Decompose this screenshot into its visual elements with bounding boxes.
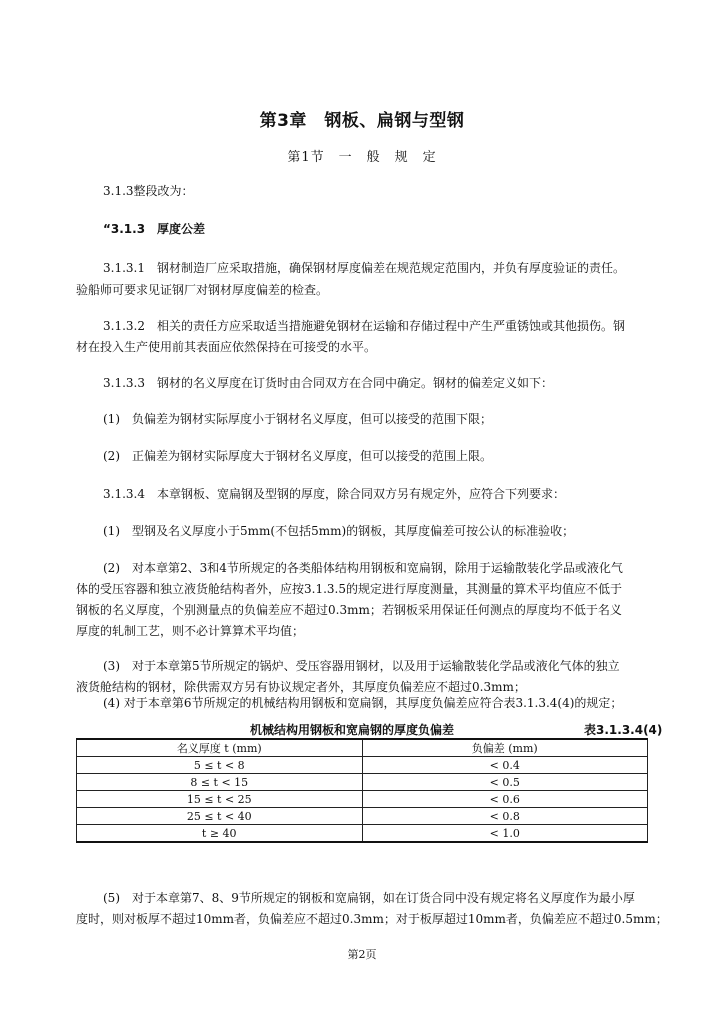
table-header-negative-deviation: 负偏差 (mm) bbox=[362, 739, 648, 757]
page-number: 第2页 bbox=[347, 948, 377, 961]
table-row bbox=[77, 825, 648, 843]
requirement-2-line2: 体的受压容器和独立液货舱结构者外，应按3.1.3.5的规定进行厚度测量，其测量的算术平均值应不低于 bbox=[76, 582, 622, 596]
requirement-2-line4: 厚度的轧制工艺，则不必计算算术平均值； bbox=[76, 624, 305, 638]
table-cell-deviation: < 0.4 bbox=[362, 757, 648, 774]
paragraph-3132-line1: 3.1.3.2 相关的责任方应采取适当措施避免钢材在运输和存储过程中产生严重锈蚀或其他损伤。钢 bbox=[103, 319, 625, 333]
table-row bbox=[77, 757, 648, 774]
paragraph-3132-line2: 材在投入生产使用前其表面应依然保持在可接受的水平。 bbox=[76, 340, 377, 354]
paragraph-3131-line2: 验船师可要求见证钢厂对钢材厚度偏差的检查。 bbox=[76, 283, 329, 297]
positive-deviation-item: (2) 正偏差为钢材实际厚度大于钢材名义厚度，但可以接受的范围上限。 bbox=[103, 449, 493, 463]
table-cell-thickness: 5 ≤ t < 8 bbox=[77, 757, 363, 774]
intro-text: 3.1.3整段改为： bbox=[103, 184, 194, 198]
table-cell-thickness: t ≥ 40 bbox=[77, 825, 363, 843]
table-cell-deviation: < 0.5 bbox=[362, 774, 648, 791]
table-number: 表3.1.3.4(4) bbox=[584, 723, 663, 737]
table-header-nominal-thickness: 名义厚度 t (mm) bbox=[77, 739, 363, 757]
paragraph-3131-line1: 3.1.3.1 钢材制造厂应采取措施，确保钢材厚度偏差在规范规定范围内，并负有厚度验证的责任。 bbox=[103, 261, 625, 275]
table-cell-deviation: < 0.6 bbox=[362, 791, 648, 808]
thickness-tolerance-table bbox=[76, 738, 648, 843]
requirement-2-line1: (2) 对本章第2、3和4节所规定的各类船体结构用钢板和宽扁钢，除用于运输散装化学品或液化气 bbox=[103, 561, 623, 575]
table-row bbox=[77, 774, 648, 791]
table-row bbox=[77, 791, 648, 808]
paragraph-3134: 3.1.3.4 本章钢板、宽扁钢及型钢的厚度，除合同双方另有规定外，应符合下列要求： bbox=[103, 487, 565, 501]
section-title: 第1节 一 般 规 定 bbox=[287, 150, 437, 165]
table-cell-deviation: < 1.0 bbox=[362, 825, 648, 843]
subsection-heading: “3.1.3 厚度公差 bbox=[103, 222, 206, 236]
table-caption: 机械结构用钢板和宽扁钢的厚度负偏差 bbox=[250, 723, 455, 737]
requirement-3-line1: (3) 对于本章第5节所规定的锅炉、受压容器用钢材，以及用于运输散装化学品或液化气体的独立 bbox=[103, 659, 620, 673]
requirement-5-line1: (5) 对于本章第7、8、9节所规定的钢板和宽扁钢，如在订货合同中没有规定将名义厚度作为最小厚 bbox=[103, 891, 635, 905]
table-header-row bbox=[77, 739, 648, 757]
chapter-title: 第3章 钢板、扁钢与型钢 bbox=[259, 111, 465, 131]
table-row bbox=[77, 808, 648, 825]
requirement-3-line2: 液货舱结构的钢材，除供需双方另有协议规定者外，其厚度负偏差应不超过0.3mm； bbox=[76, 680, 526, 694]
paragraph-3133: 3.1.3.3 钢材的名义厚度在订货时由合同双方在合同中确定。钢材的偏差定义如下： bbox=[103, 376, 553, 390]
negative-deviation-item: (1) 负偏差为钢材实际厚度小于钢材名义厚度，但可以接受的范围下限； bbox=[103, 412, 493, 426]
requirement-5-line2: 度时，则对板厚不超过10mm者，负偏差应不超过0.3mm；对于板厚超过10mm者，负偏差应不超过0.5mm； bbox=[76, 912, 668, 926]
requirement-2-line3: 钢板的名义厚度，个别测量点的负偏差应不超过0.3mm；若钢板采用保证任何测点的厚度均不低于名义 bbox=[76, 603, 622, 617]
table-cell-thickness: 8 ≤ t < 15 bbox=[77, 774, 363, 791]
table-cell-thickness: 25 ≤ t < 40 bbox=[77, 808, 363, 825]
table-cell-deviation: < 0.8 bbox=[362, 808, 648, 825]
table-cell-thickness: 15 ≤ t < 25 bbox=[77, 791, 363, 808]
requirement-1: (1) 型钢及名义厚度小于5mm(不包括5mm)的钢板，其厚度偏差可按公认的标准验收； bbox=[103, 524, 575, 538]
requirement-4: (4) 对于本章第6节所规定的机械结构用钢板和宽扁钢，其厚度负偏差应符合表3.1.3.4(4)的规定； bbox=[103, 696, 623, 710]
